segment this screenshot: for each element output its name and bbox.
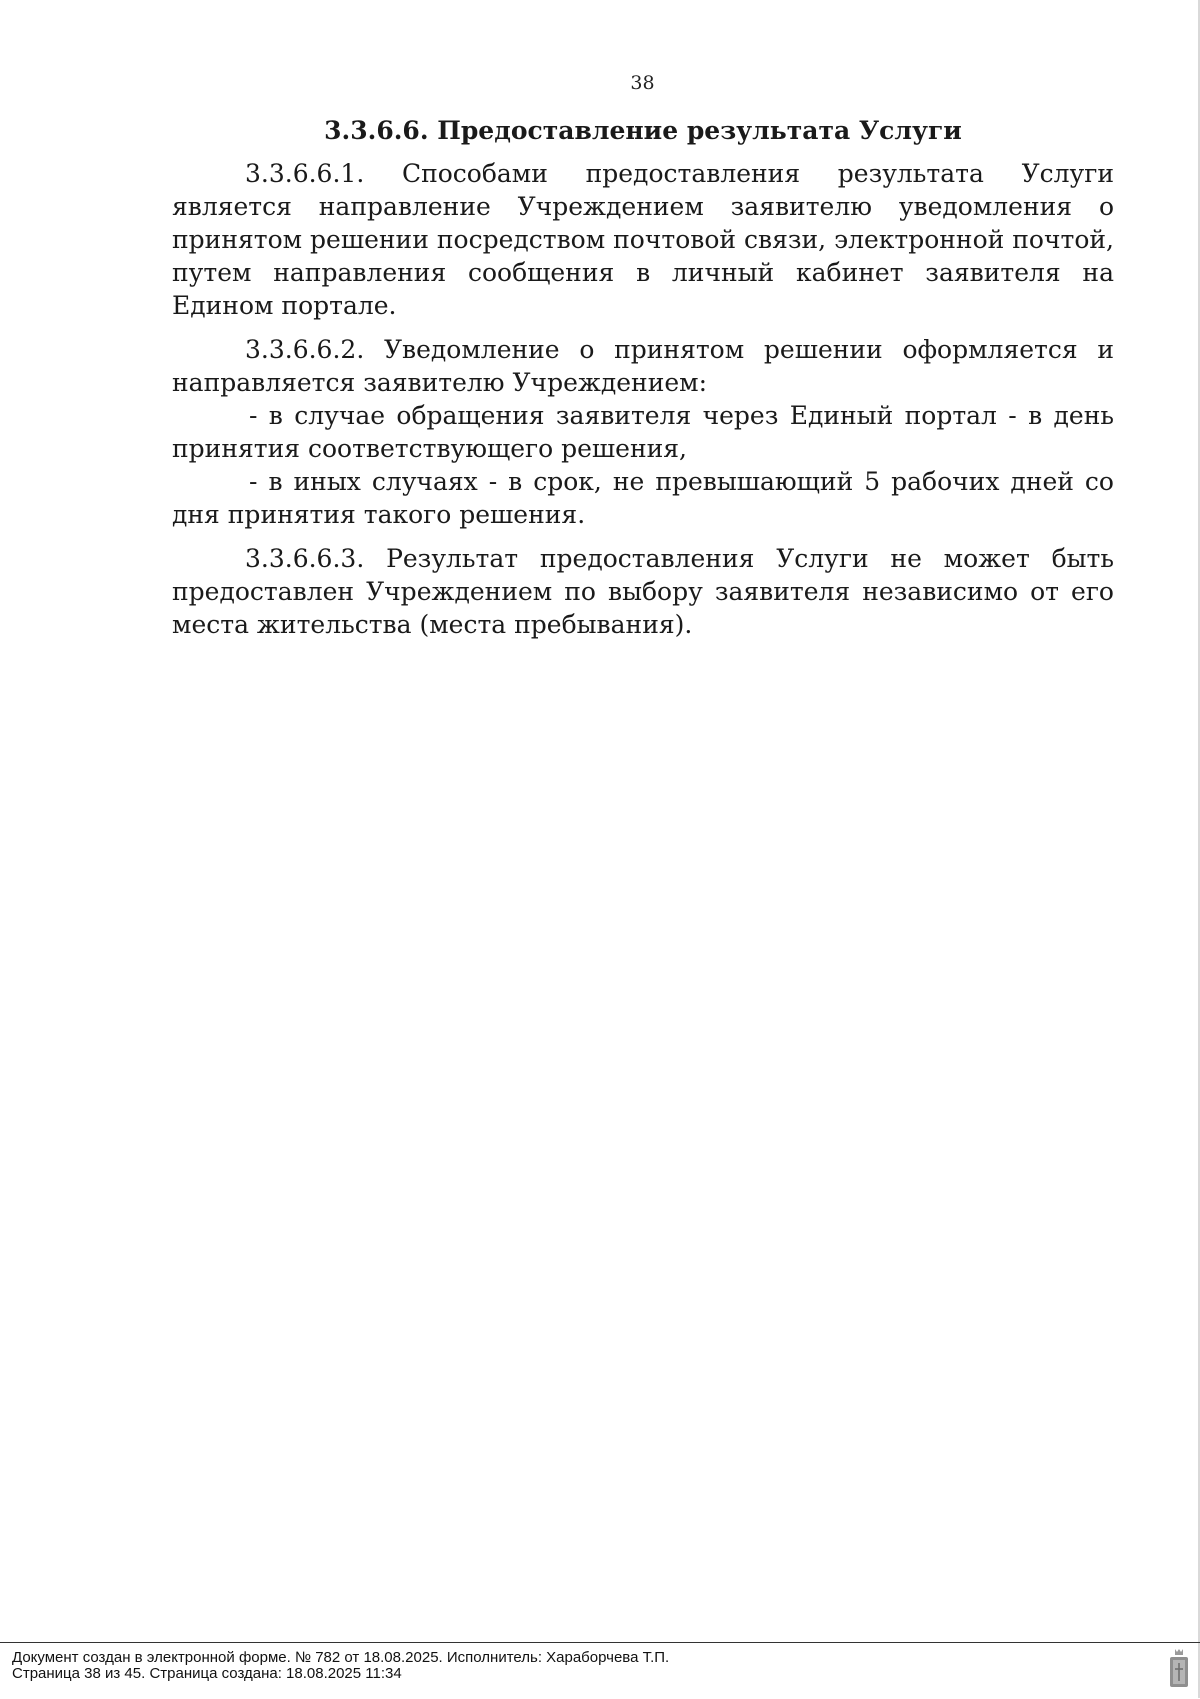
document-footer bbox=[0, 1642, 1200, 1699]
footer-line-document-info: Документ создан в электронной форме. № 782 от 18.08.2025. Исполнитель: Хараборчева Т.П. bbox=[12, 1649, 670, 1666]
coat-of-arms-icon bbox=[1166, 1647, 1192, 1691]
paragraph-3-3-6-6-2: 3.3.6.6.2. Уведомление о принятом решении оформляется и направляется заявителю Учреждением: bbox=[172, 335, 1114, 397]
section-heading: 3.3.6.6. Предоставление результата Услуги bbox=[324, 116, 962, 145]
list-item-other-cases: - в иных случаях - в срок, не превышающий 5 рабочих дней со дня принятия такого решения. bbox=[172, 467, 1114, 529]
paragraph-3-3-6-6-1: 3.3.6.6.1. Способами предоставления результата Услуги является направление Учреждением заявителю уведомления о принятом решении посредством почтовой связи, электронной почтой, путем направления сообщения в личный кабинет заявителя на Едином портале. bbox=[172, 159, 1114, 320]
footer-text bbox=[12, 1650, 669, 1682]
list-item-portal: - в случае обращения заявителя через Единый портал - в день принятия соответствующего решения, bbox=[172, 401, 1114, 463]
paragraph-3-3-6-6-3: 3.3.6.6.3. Результат предоставления Услуги не может быть предоставлен Учреждением по выбору заявителя независимо от его места жительства (места пребывания). bbox=[172, 544, 1114, 639]
page-number: 38 bbox=[630, 72, 655, 94]
footer-line-page-info: Страница 38 из 45. Страница создана: 18.08.2025 11:34 bbox=[12, 1665, 402, 1682]
document-body bbox=[172, 114, 1114, 652]
